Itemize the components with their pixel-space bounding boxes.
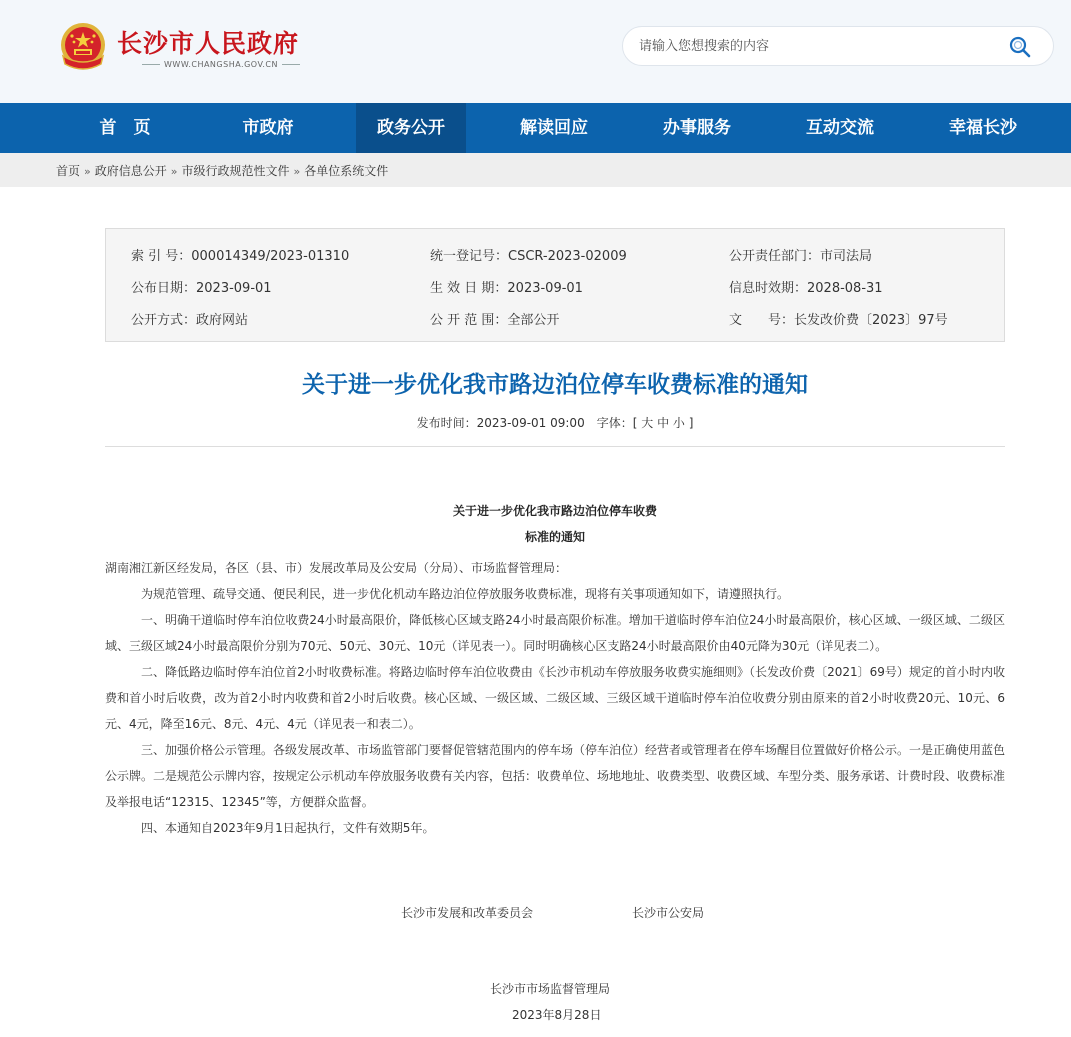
document-meta-box xyxy=(105,228,1005,342)
breadcrumb-bar xyxy=(0,153,1071,187)
breadcrumb-home[interactable]: 首页 xyxy=(56,164,81,178)
signature-market-supervision: 长沙市市场监督管理局 xyxy=(490,982,611,996)
meta-doc-no: 文 号：长发改价费〔2023〕97号 xyxy=(729,313,948,328)
meta-effect-date: 生 效 日 期：2023-09-01 xyxy=(430,281,583,296)
divider xyxy=(105,446,1005,447)
breadcrumb-normative-docs[interactable]: 市级行政规范性文件 xyxy=(181,164,290,178)
site-header xyxy=(0,0,1071,103)
meta-reg-no: 统一登记号：CSCR-2023-02009 xyxy=(430,249,627,264)
main-nav xyxy=(0,103,1071,153)
nav-item-happy-changsha[interactable]: 幸福长沙 xyxy=(949,118,1017,138)
signature-police: 长沙市公安局 xyxy=(632,906,705,920)
nav-item-interpretation[interactable]: 解读回应 xyxy=(520,118,588,138)
search-input[interactable] xyxy=(639,27,999,65)
font-size-medium-button[interactable]: 中 xyxy=(657,416,670,430)
paragraph-2: 二、降低路边临时停车泊位首2小时收费标准。将路边临时停车泊位收费由《长沙市机动车停放服务收费实施细则》（长发改价费〔2021〕69号）规定的首小时内收费和首小时后收费，改为首2小时内收费和首2小时后收费。核心区域、一级区域、二级区域、三级区域干道临时停车泊位收费分别由原来的首2小时收费20元、10元、6元、4元，降至16元、8元、4元、4元（详见表一和表二）。 xyxy=(105,665,1005,731)
nav-item-gov-affairs[interactable]: 政务公开 xyxy=(356,103,466,153)
body-heading-line2: 标准的通知 xyxy=(524,530,585,544)
publish-time: 发布时间：2023-09-01 09:00 字体：[ xyxy=(416,416,638,430)
chevron-right-icon: » xyxy=(293,165,301,178)
paragraph-3: 三、加强价格公示管理。各级发展改革、市场监管部门要督促管辖范围内的停车场（停车泊位）经营者或管理者在停车场醒目位置做好价格公示。一是正确使用蓝色公示牌。二是规范公示牌内容，按规定公示机动车停放服务收费有关内容，包括：收费单位、场地地址、收费类型、收费区域、车型分类、服务承诺、计费时段、收费标准及举报电话“12315、12345”等，方便群众监督。 xyxy=(105,743,1006,809)
paragraph-4: 四、本通知自2023年9月1日起执行，文件有效期5年。 xyxy=(141,821,435,835)
recipients: 湖南湘江新区经发局，各区（县、市）发展改革局及公安局（分局）、市场监督管理局： xyxy=(105,561,568,575)
page-title: 关于进一步优化我市路边泊位停车收费标准的通知 xyxy=(302,372,808,398)
site-title[interactable]: 长沙市人民政府 xyxy=(117,29,300,58)
national-emblem-icon[interactable] xyxy=(57,20,109,76)
meta-index-no: 索 引 号：000014349/2023-01310 xyxy=(131,249,350,264)
font-size-large-button[interactable]: 大 xyxy=(641,416,654,430)
meta-pub-date: 公布日期：2023-09-01 xyxy=(131,281,272,296)
paragraph-1: 一、明确干道临时停车泊位收费24小时最高限价，降低核心区域支路24小时最高限价标准。增加干道临时停车泊位24小时最高限价，核心区域、一级区域、二级区域、三级区域24小时最高限价分别为70元、50元、30元、10元（详见表一）。同时明确核心区支路24小时最高限价由40元降为30元（详见表二）。 xyxy=(105,613,1005,653)
nav-item-home[interactable]: 首 页 xyxy=(99,118,151,138)
nav-item-services[interactable]: 办事服务 xyxy=(663,118,731,138)
body-heading-line1: 关于进一步优化我市路边泊位停车收费 xyxy=(452,504,657,518)
chevron-right-icon: » xyxy=(170,165,178,178)
paragraph-intro: 为规范管理、疏导交通、便民利民，进一步优化机动车路边泊位停放服务收费标准，现将有关事项通知如下，请遵照执行。 xyxy=(141,587,790,601)
signature-ndrc: 长沙市发展和改革委员会 xyxy=(401,906,534,920)
site-url: WWW.CHANGSHA.GOV.CN xyxy=(138,60,304,69)
breadcrumb xyxy=(56,162,388,179)
meta-valid-date: 信息时效期：2028-08-31 xyxy=(729,281,883,296)
search-icon[interactable] xyxy=(1008,35,1032,59)
meta-scope: 公 开 范 围：全部公开 xyxy=(430,313,560,328)
nav-item-interaction[interactable]: 互动交流 xyxy=(806,118,874,138)
search-box xyxy=(622,26,1054,66)
chevron-right-icon: » xyxy=(84,165,91,178)
breadcrumb-gov-info[interactable]: 政府信息公开 xyxy=(94,164,167,178)
meta-dept: 公开责任部门：市司法局 xyxy=(729,249,873,264)
meta-method: 公开方式：政府网站 xyxy=(131,313,249,328)
breadcrumb-unit-docs[interactable]: 各单位系统文件 xyxy=(304,164,389,178)
nav-item-government[interactable]: 市政府 xyxy=(242,118,294,138)
font-size-close-bracket: ] xyxy=(688,416,694,430)
font-size-small-button[interactable]: 小 xyxy=(672,416,685,430)
signature-date: 2023年8月28日 xyxy=(512,1008,602,1022)
publish-info xyxy=(105,414,1005,431)
